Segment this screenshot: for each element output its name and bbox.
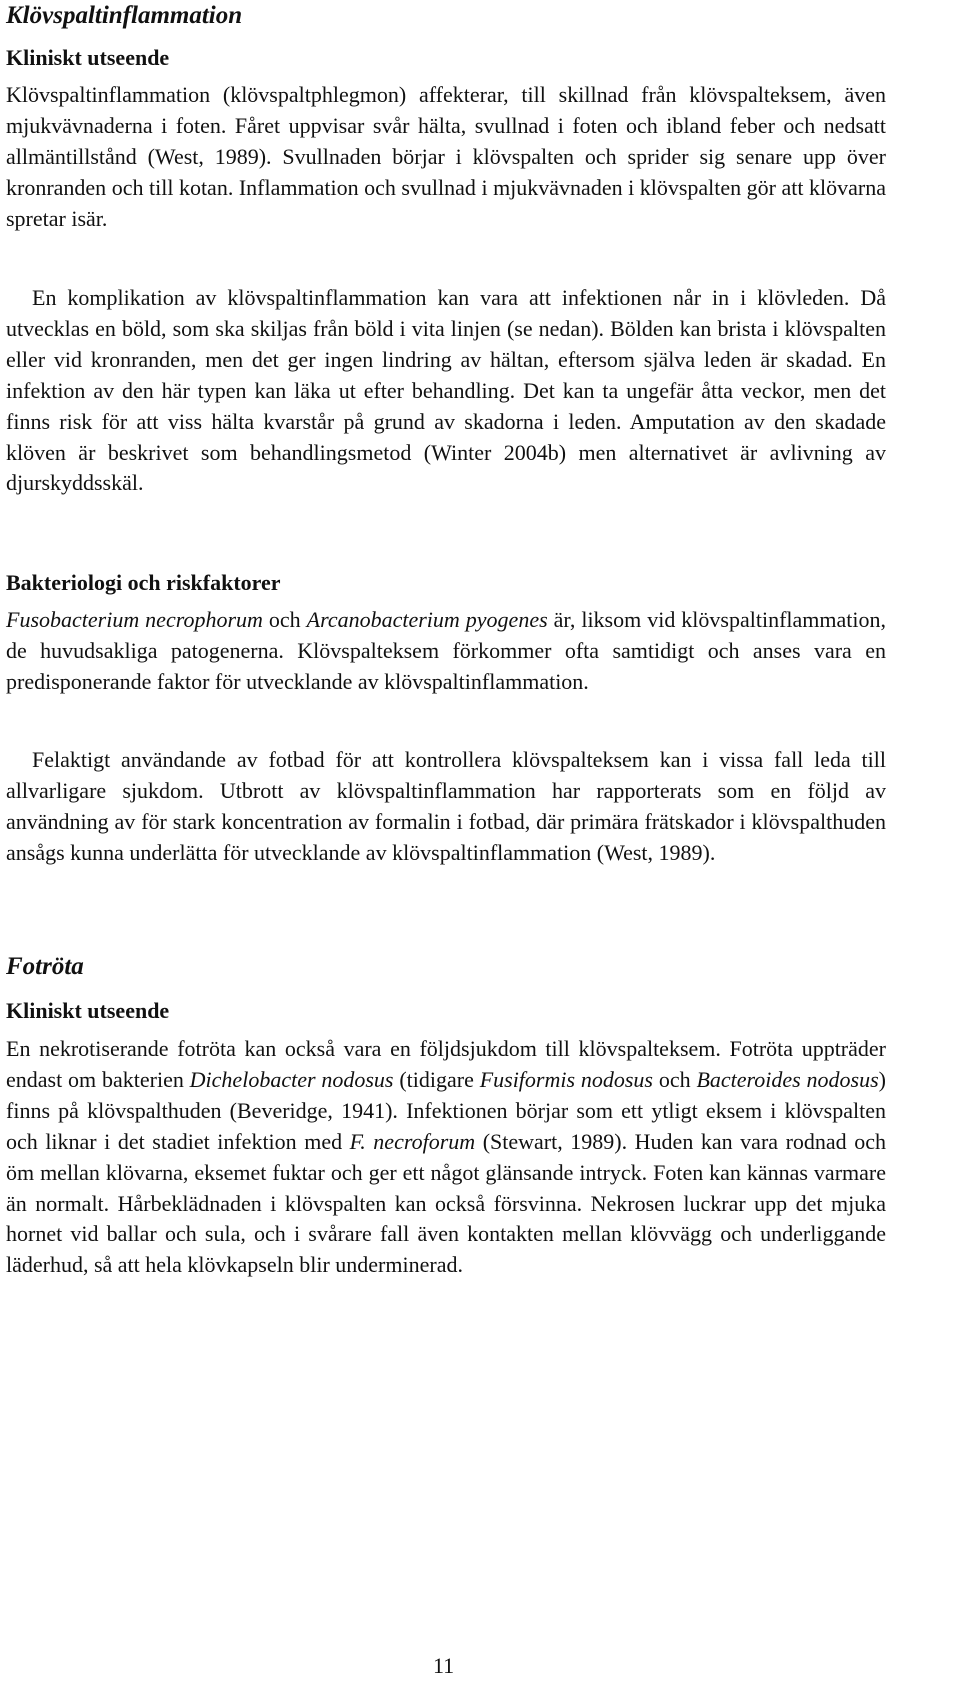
- text-span: (tidigare: [393, 1066, 480, 1092]
- species-arcanobacterium: Arcanobacterium pyogenes: [306, 607, 548, 632]
- section-title-klovspaltinflammation: Klövspaltinflammation: [6, 2, 243, 29]
- text-span: (Stewart, 1989). Huden kan vara rodnad och öm mellan klövarna, eksemet fuktar och ger ett något glänsande intryck. Foten kan kännas varmare än normalt. Hårbeklädnaden i klövspalten kan också försvinna. Nekrosen luckrar upp det mjuka hornet vid ballar och sula, och i svårare fall även kontakten mellan klövvägg och underliggande läderhud, så att hela klövkapseln blir underminerad.: [6, 1128, 886, 1278]
- text-span: ) finns på klövspalthuden (Beveridge, 1941). Infektionen börjar som ett ytligt eksem i klövspalten och liknar i det stadiet infektion med: [6, 1066, 886, 1154]
- paragraph-bacteriology: [6, 605, 886, 698]
- paragraph-clinical-appearance: Klövspaltinflammation (klövspaltphlegmon) affekterar, till skillnad från klövspalteksem, även mjukvävnaderna i foten. Fåret uppvisar svår hälta, svullnad i foten och ibland feber och nedsatt allmäntillstånd (West, 1989). Svullnaden börjar i klövspalten och sprider sig senare upp över kronranden och till kotan. Inflammation och svullnad i mjukvävnaden i klövspalten gör att klövarna spretar isär.: [6, 82, 886, 231]
- text-span: och: [653, 1066, 697, 1092]
- paragraph-footbath: Felaktigt användande av fotbad för att kontrollera klövspalteksem kan i vissa fall leda till allvarligare sjukdom. Utbrott av klövspaltinflammation har rapporterats som en följd av användning av för stark koncentration av formalin i fotbad, där primära frätskador i klövspalthuden ansågs kunna underlätta för utvecklande av klövspaltinflammation (West, 1989).: [6, 747, 886, 865]
- text-span: och: [262, 607, 307, 632]
- species-fusobacterium: Fusobacterium necrophorum: [6, 607, 263, 632]
- species-dichelobacter: Dichelobacter nodosus: [189, 1066, 394, 1092]
- species-fusiformis: Fusiformis nodosus: [479, 1066, 653, 1092]
- paragraph-fotrota: [6, 1034, 886, 1281]
- species-bacteroides: Bacteroides nodosus: [696, 1066, 879, 1092]
- text-span: är, liksom vid klövspaltinflammation, de huvudsakliga patogenerna. Klövspalteksem förkommer ofta samtidigt och anses vara en predisponerande faktor för utvecklande av klövspaltinflammation.: [6, 607, 886, 694]
- subheading-bakteriologi: Bakteriologi och riskfaktorer: [6, 570, 281, 595]
- species-f-necroforum: F. necroforum: [349, 1128, 476, 1154]
- page-number: 11: [433, 1653, 455, 1678]
- subheading-kliniskt-utseende: Kliniskt utseende: [6, 45, 170, 70]
- paragraph-complication: En komplikation av klövspaltinflammation kan vara att infektionen når in i klövleden. Då utvecklas en böld, som ska skiljas från böld i vita linjen (se nedan). Bölden kan brista i klövspalten eller vid kronranden, men det ger ingen lindring av hältan, eftersom själva leden är skadad. En infektion av den här typen kan läka ut efter behandling. Det kan ta ungefär åtta veckor, men det finns risk för att viss hälta kvarstår på grund av skadorna i leden. Amputation av den skadade klöven är beskrivet som behandlingsmetod (Winter 2004b) men alternativet är avlivning av djurskyddsskäl.: [6, 285, 886, 496]
- text-span: En nekrotiserande fotröta kan också vara en följdsjukdom till klövspalteksem. Fotröta uppträder endast om bakterien: [6, 1036, 886, 1092]
- section-title-fotrota: Fotröta: [6, 953, 84, 980]
- subheading-kliniskt-utseende-2: Kliniskt utseende: [6, 998, 170, 1023]
